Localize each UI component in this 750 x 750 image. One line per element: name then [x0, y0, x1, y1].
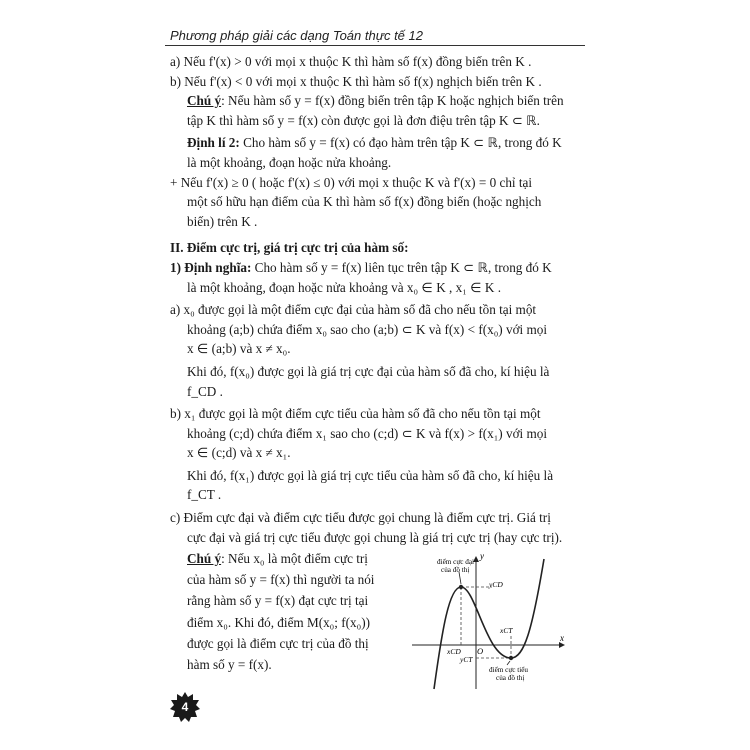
min-label-2: của đồ thị [496, 674, 525, 682]
text-line: a) x₀ được gọi là một điểm cực đại của hàm số đã cho nếu tồn tại một [170, 302, 537, 318]
text-span: : Nếu hàm số y = f(x) đồng biến trên tập K hoặc nghịch biến trên [221, 93, 564, 109]
text-line: tập K thì hàm số y = f(x) còn được gọi là đơn điệu trên tập K ⊂ ℝ. [187, 112, 540, 128]
max-point [459, 585, 463, 589]
definition-label: 1) Định nghĩa: [170, 259, 252, 275]
text-line: khoảng (a;b) chứa điểm x₀ sao cho (a;b) ⊂ K và f(x) < f(x₀) với mọi [187, 321, 548, 337]
note-line [187, 548, 399, 569]
max-label-1: điểm cực đại [437, 558, 475, 566]
theorem-label: Định lí 2: [187, 135, 240, 151]
text-line: Khi đó, f(x₀) được gọi là giá trị cực đại của hàm số đã cho, kí hiệu là [187, 363, 550, 379]
section-heading: II. Điểm cực trị, giá trị cực trị của hàm số: [170, 240, 409, 256]
x-axis-label: x [560, 633, 564, 643]
text-line: là một khoảng, đoạn hoặc nửa khoảng và x₀ ∈ K , x₁ ∈ K . [187, 279, 501, 295]
note-line [170, 91, 580, 111]
note-label: Chú ý [187, 551, 222, 566]
note-label: Chú ý [187, 93, 222, 109]
text-line: + Nếu f'(x) ≥ 0 ( hoặc f'(x) ≤ 0) với mọi x thuộc K và f'(x) = 0 chỉ tại [170, 174, 533, 190]
min-point [509, 656, 513, 660]
text-line: khoảng (c;d) chứa điểm x₁ sao cho (c;d) ⊂ K và f(x) > f(x₁) với mọi [187, 425, 548, 441]
text-line: cực đại và giá trị cực tiểu được gọi chung là giá trị cực trị (hay cực trị). [187, 529, 563, 545]
theorem-line [170, 133, 580, 153]
text-line: của hàm số y = f(x) thì người ta nói [187, 572, 375, 588]
extrema-graph [404, 551, 574, 691]
text-span: : Nếu x₀ là một điểm cực trị [221, 551, 368, 566]
definition-line [170, 258, 580, 278]
text-line: điểm x₀. Khi đó, điểm M(x₀; f(x₀)) [187, 614, 371, 630]
page-number: 4 [181, 700, 189, 714]
text-line: rằng hàm số y = f(x) đạt cực trị tại [187, 593, 369, 609]
max-label-2: của đồ thị [441, 566, 470, 574]
page-body [170, 52, 580, 547]
text-line: c) Điểm cực đại và điểm cực tiểu được gọi chung là điểm cực trị. Giá trị [170, 510, 551, 526]
text-line: là một khoảng, đoạn hoặc nửa khoảng. [187, 154, 392, 170]
min-label-1: điểm cực tiểu [489, 666, 529, 674]
text-line: Khi đó, f(x₁) được gọi là giá trị cực tiểu của hàm số đã cho, kí hiệu là [187, 467, 554, 483]
text-line: biến) trên K . [187, 213, 258, 229]
text-line: b) x₁ được gọi là một điểm cực tiểu của hàm số đã cho nếu tồn tại một [170, 406, 541, 422]
header-rule [165, 45, 585, 46]
y-ct-label: yCT [460, 655, 473, 664]
text-line: hàm số y = f(x). [187, 657, 272, 673]
running-header: Phương pháp giải các dạng Toán thực tế 12 [170, 28, 423, 43]
min-pointer [507, 661, 510, 665]
y-axis-label: y [480, 551, 484, 561]
x-ct-label: xCT [500, 626, 513, 635]
x-cd-label: xCD [447, 647, 461, 656]
origin-label: O [477, 646, 484, 656]
text-line: f_CT . [187, 487, 222, 503]
text-line: một số hữu hạn điểm của K thì hàm số f(x) đồng biến (hoặc nghịch [187, 194, 542, 210]
text-line: được gọi là điểm cực trị của đồ thị [187, 635, 369, 651]
y-cd-label: yCD [489, 580, 503, 589]
text-line: a) Nếu f'(x) > 0 với mọi x thuộc K thì hàm số f(x) đồng biến trên K . [170, 54, 532, 69]
text-line: x ∈ (a;b) và x ≠ x₀. [187, 341, 291, 357]
text-span: Cho hàm số y = f(x) liên tục trên tập K ⊂ ℝ, trong đó K [251, 259, 552, 275]
note-block [187, 548, 399, 675]
text-line: b) Nếu f'(x) < 0 với mọi x thuộc K thì hàm số f(x) nghịch biến trên K . [170, 73, 542, 89]
text-line: f_CD . [187, 383, 223, 399]
text-line: x ∈ (c;d) và x ≠ x₁. [187, 445, 291, 461]
text-span: Cho hàm số y = f(x) có đạo hàm trên tập K ⊂ ℝ, trong đó K [239, 135, 562, 151]
